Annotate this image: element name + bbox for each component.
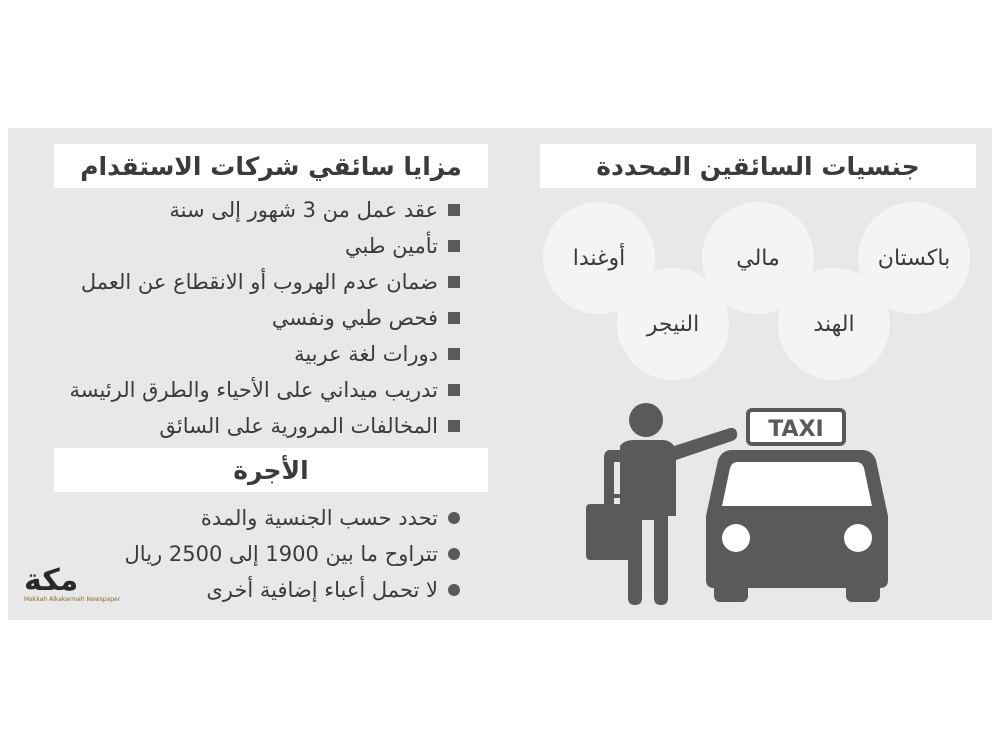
nationality-label: الهند xyxy=(813,311,855,337)
benefits-header xyxy=(54,144,488,188)
logo-subtitle: Makkah Alkakarmah Newspaper xyxy=(24,596,121,603)
list-item: دورات لغة عربية xyxy=(50,336,460,372)
square-bullet-icon xyxy=(448,312,460,324)
square-bullet-icon xyxy=(448,204,460,216)
fare-title: الأجرة xyxy=(233,455,309,485)
square-bullet-icon xyxy=(448,348,460,360)
nationality-label: النيجر xyxy=(646,311,700,337)
list-item: المخالفات المرورية على السائق xyxy=(50,408,460,444)
list-item: تدريب ميداني على الأحياء والطرق الرئيسة xyxy=(50,372,460,408)
benefits-title: مزايا سائقي شركات الاستقدام xyxy=(80,151,462,181)
benefits-list xyxy=(50,192,460,444)
nationality-label: أوغندا xyxy=(572,245,626,271)
list-item: لا تحمل أعباء إضافية أخرى xyxy=(50,572,460,608)
fare-header xyxy=(54,448,488,492)
nationality-label: باكستان xyxy=(877,245,951,271)
taxi-icon xyxy=(704,404,890,604)
logo-wordmark: مكة xyxy=(24,563,79,598)
nationality-label: مالي xyxy=(736,245,780,271)
list-item: ضمان عدم الهروب أو الانقطاع عن العمل xyxy=(50,264,460,300)
circle-bullet-icon xyxy=(448,512,460,524)
nationalities-title: جنسيات السائقين المحددة xyxy=(596,151,920,181)
circle-bullet-icon xyxy=(448,548,460,560)
nationalities-header xyxy=(540,144,976,188)
square-bullet-icon xyxy=(448,384,460,396)
list-item: عقد عمل من 3 شهور إلى سنة xyxy=(50,192,460,228)
taxi-sign-label: TAXI xyxy=(768,417,824,442)
square-bullet-icon xyxy=(448,420,460,432)
list-item: تأمين طبي xyxy=(50,228,460,264)
nationality-circle xyxy=(778,268,890,380)
circle-bullet-icon xyxy=(448,584,460,596)
list-item: تتراوح ما بين 1900 إلى 2500 ريال xyxy=(50,536,460,572)
newspaper-logo xyxy=(24,563,121,604)
list-item: فحص طبي ونفسي xyxy=(50,300,460,336)
nationality-circle xyxy=(617,268,729,380)
list-item: تحدد حسب الجنسية والمدة xyxy=(50,500,460,536)
square-bullet-icon xyxy=(448,240,460,252)
square-bullet-icon xyxy=(448,276,460,288)
